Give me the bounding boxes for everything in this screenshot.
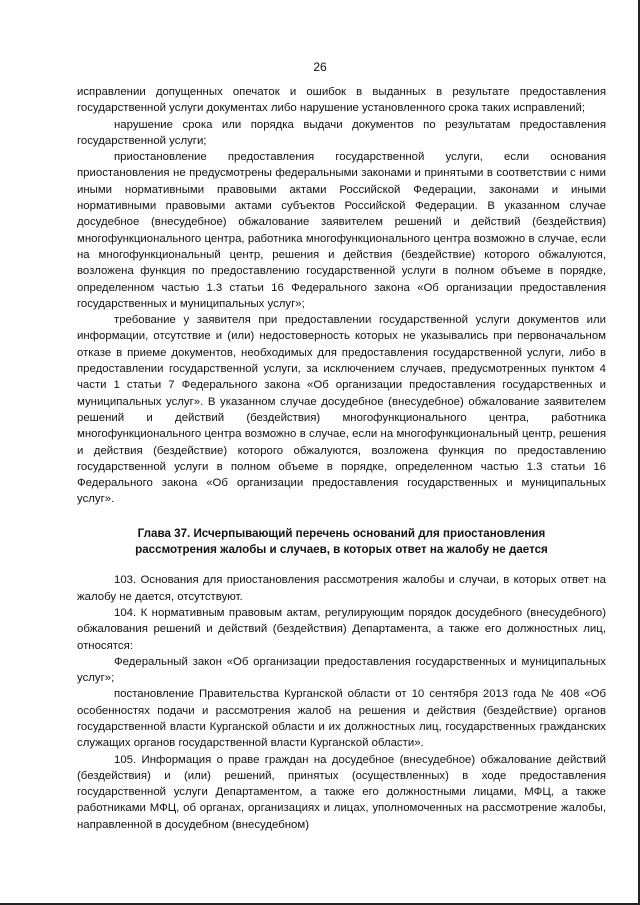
paragraph: исправлении допущенных опечаток и ошибок в выданных в результате предоставления государственной услуги документах либо нарушение установленного срока таких исправлений; bbox=[77, 86, 606, 115]
paragraph: требование у заявителя при предоставлении государственной услуги документов или информации, отсутствие и (или) недостоверность которых не указывались при первоначальном отказе в приеме документов, необходимых для предоставления государственной услуги, либо в предоставлении государственной услуги, за исключением случаев, предусмотренных пунктом 4 части 1 статьи 7 Федерального закона «Об организации предоставления государственных и муниципальных услуг». В указанном случае досудебное (внесудебное) обжалование заявителем решений и действий (бездействия) многофункционального центра, работника многофункционального центра возможно в случае, если на многофункциональный центр, решения и действия (бездействие) которого обжалуются, возложена функция по предоставлению государственной услуги в полном объеме в порядке, определенном частью 1.3 статьи 16 Федерального закона «Об организации предоставления государственных и муниципальных услуг». bbox=[77, 314, 606, 506]
paragraph: 104. К нормативным правовым актам, регулирующим порядок досудебного (внесудебного) обжалования решений и действий (бездействия) Департамента, а также его должностных лиц, относятся: bbox=[77, 606, 606, 652]
chapter-heading bbox=[77, 526, 606, 559]
paragraph: Федеральный закон «Об организации предоставления государственных и муниципальных услуг»; bbox=[77, 655, 606, 685]
chapter-heading-line-1: Глава 37. Исчерпывающий перечень оснований для приостановления bbox=[137, 526, 546, 540]
document-body bbox=[77, 84, 606, 833]
paragraph: 105. Информация о праве граждан на досудебное (внесудебное) обжалование действий (бездействия) и (или) решений, принятых (осуществленных) в ходе предоставления государственной услуги Департаментом, а также его должностными лицами, МФЦ, а также работниками МФЦ, об органах, организациях и лицах, уполномоченных на рассмотрение жалобы, направленной в досудебном (внесудебном) bbox=[77, 753, 606, 831]
page-number: 26 bbox=[313, 60, 327, 74]
paragraph: 103. Основания для приостановления рассмотрения жалобы и случаи, в которых ответ на жалобу не дается, отсутствуют. bbox=[77, 574, 606, 603]
chapter-heading-line-2: рассмотрения жалобы и случаев, в которых ответ на жалобу не дается bbox=[135, 543, 548, 557]
paragraph: постановление Правительства Курганской области от 10 сентября 2013 года № 408 «Об особенностях подачи и рассмотрения жалоб на решения и действия (бездействие) органов государственной власти Курганской области и их должностных лиц, государственных гражданских служащих органов государственной власти Курганской области». bbox=[77, 688, 606, 750]
paragraph: нарушение срока или порядка выдачи документов по результатам предоставления государственной услуги; bbox=[77, 118, 606, 147]
paragraph: приостановление предоставления государственной услуги, если основания приостановления не предусмотрены федеральными законами и принятыми в соответствии с ними иными нормативными правовыми актами Российской Федерации, законами и иными нормативными правовыми актами субъектов Российской Федерации. В указанном случае досудебное (внесудебное) обжалование заявителем решений и действий (бездействия) многофункционального центра, работника многофункционального центра возможно в случае, если на многофункциональный центр, решения и действия (бездействие) которого обжалуются, возложена функция по предоставлению государственной услуги в полном объеме в порядке, определенном частью 1.3 статьи 16 Федерального закона «Об организации предоставления государственных и муниципальных услуг»; bbox=[77, 151, 606, 310]
